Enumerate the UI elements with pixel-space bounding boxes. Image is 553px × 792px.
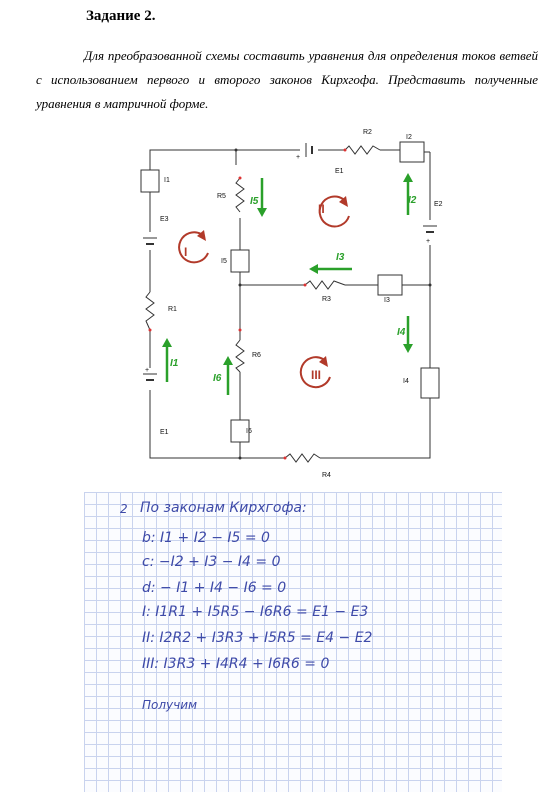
battery-e3 <box>143 238 157 244</box>
note-eq-loop3: III: I3R3 + I4R4 + I6R6 = 0 <box>142 656 330 672</box>
resistor-terminal-dots <box>149 149 347 460</box>
loop-label-2: II <box>318 202 325 216</box>
junction-dots <box>235 149 432 460</box>
current-label-i1: I1 <box>170 358 179 369</box>
battery-polarity <box>145 154 430 374</box>
svg-text:+: + <box>426 238 431 245</box>
resistor-r2 <box>345 146 380 154</box>
label-r5: R5 <box>217 193 226 200</box>
source-j5 <box>231 250 249 272</box>
svg-text:+: + <box>145 367 150 374</box>
source-j2 <box>400 142 424 162</box>
current-label-i5: I5 <box>250 196 259 207</box>
resistor-r6 <box>236 340 244 372</box>
battery-e2 <box>423 226 437 232</box>
current-label-i4: I4 <box>397 327 406 338</box>
note-conclusion: Получим <box>142 698 198 712</box>
resistor-r5 <box>236 178 244 212</box>
label-j4: I4 <box>403 378 409 385</box>
task-text: Для преобразованной схемы составить уравнения для определения токов ветвей с использованием первого и второго законов Кирхгофа. Представить полученные уравнения в матричной форме. <box>36 48 538 111</box>
note-eq-b: b: I1 + I2 − I5 = 0 <box>142 530 270 546</box>
source-j3 <box>378 275 402 295</box>
handwritten-notes-photo <box>84 492 502 792</box>
label-j3: I3 <box>384 297 390 304</box>
current-sources <box>141 142 439 442</box>
current-label-i3: I3 <box>336 252 345 263</box>
resistor-r4 <box>285 454 320 462</box>
label-r6: R6 <box>252 352 261 359</box>
svg-text:+: + <box>296 154 301 161</box>
resistor-r1 <box>146 292 154 330</box>
task-title: Задание 2. <box>86 8 156 24</box>
source-j4 <box>421 368 439 398</box>
note-eq-loop2: II: I2R2 + I3R3 + I5R5 = E4 − E2 <box>142 630 373 646</box>
label-e1-top: E1 <box>335 168 344 175</box>
label-j5: I5 <box>221 258 227 265</box>
label-e2: E2 <box>434 201 443 208</box>
note-heading: По законам Кирхгофа: <box>140 500 307 516</box>
resistor-r3 <box>305 281 345 289</box>
loop-label-3: III <box>311 368 322 382</box>
label-e3: E3 <box>160 216 169 223</box>
note-eq-c: c: −I2 + I3 − I4 = 0 <box>142 554 281 570</box>
label-j1: I1 <box>164 177 170 184</box>
current-label-i2: I2 <box>408 195 417 206</box>
label-r2: R2 <box>363 129 372 136</box>
label-e1-left: E1 <box>160 429 169 436</box>
source-j1 <box>141 170 159 192</box>
label-r3: R3 <box>322 296 331 303</box>
battery-e1-left <box>143 374 157 380</box>
loop-arrowheads <box>197 196 348 367</box>
label-j6: I6 <box>246 428 252 435</box>
current-label-i6: I6 <box>213 373 222 384</box>
label-r1: R1 <box>168 306 177 313</box>
note-number: 2 <box>120 502 128 516</box>
label-r4: R4 <box>322 472 331 479</box>
circuit-wires <box>150 150 430 458</box>
label-j2: I2 <box>406 134 412 141</box>
battery-e1-top <box>306 143 312 157</box>
note-eq-loop1: I: I1R1 + I5R5 − I6R6 = E1 − E3 <box>142 604 369 620</box>
current-arrows <box>162 173 413 395</box>
loop-label-1: I <box>184 245 188 259</box>
note-eq-d: d: − I1 + I4 − I6 = 0 <box>142 580 287 596</box>
